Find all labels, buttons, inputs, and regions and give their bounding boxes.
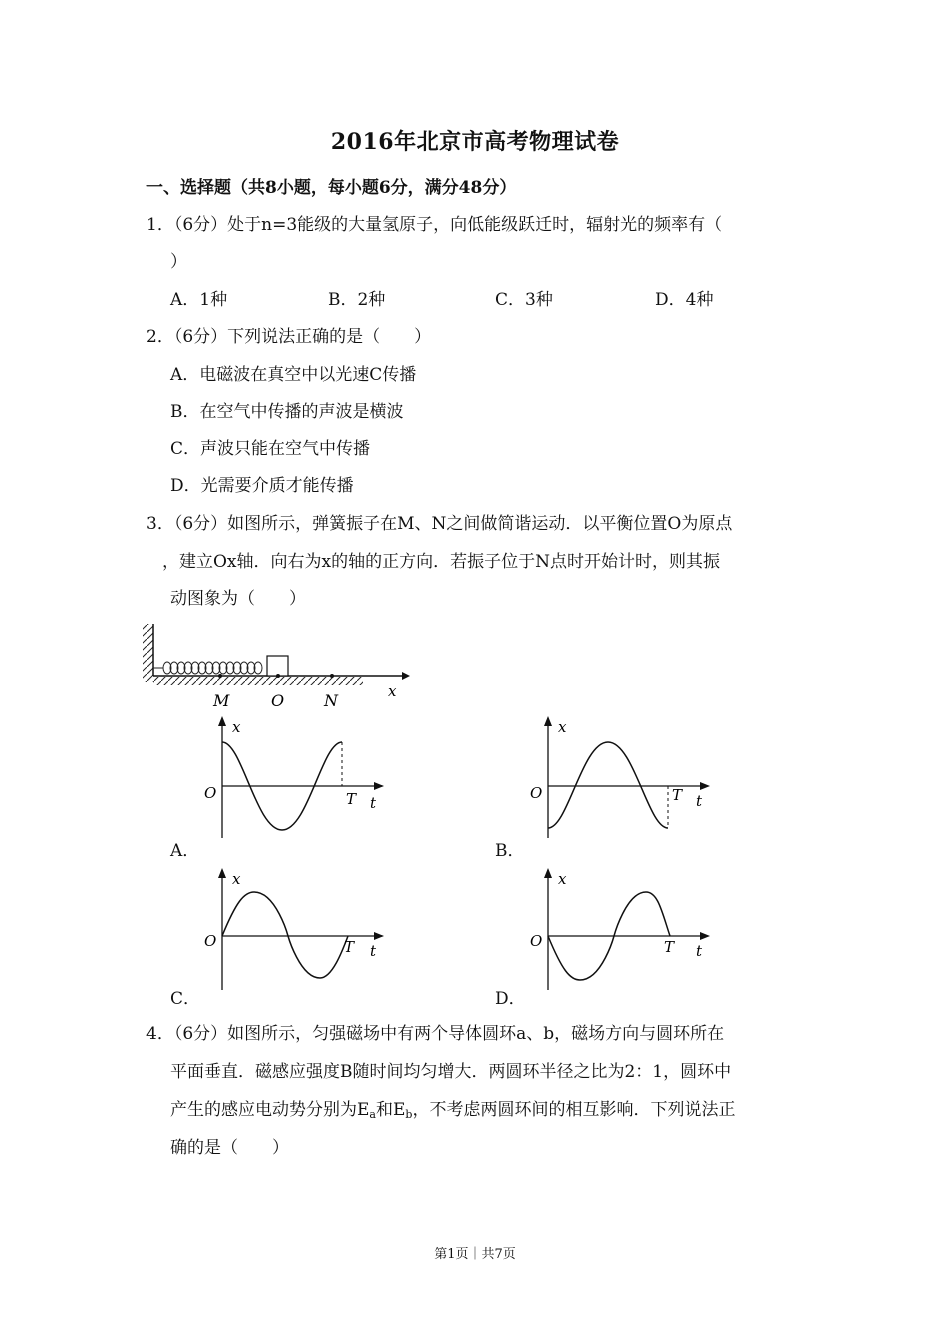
q4-stem-line3 — [170, 1095, 735, 1120]
q1-stem-line1: 1．（6分）处于n=3能级的大量氢原子，向低能级跃迁时，辐射光的频率有（ — [146, 215, 723, 235]
q2-option-d: D．光需要介质才能传播 — [170, 476, 354, 496]
graph-d — [522, 866, 722, 992]
q3-option-c-label: C． — [170, 989, 201, 1009]
graph-c-curve — [222, 892, 348, 978]
section-heading: 一、选择题（共8小题，每小题6分，满分48分） — [146, 178, 517, 198]
graph-a-x-arrow — [218, 716, 226, 726]
q4-stem-line4: 确的是（ ） — [170, 1138, 289, 1158]
q4-line3-pre: 产生的感应电动势分别为E — [170, 1100, 370, 1120]
graph-b-origin: O — [530, 784, 543, 802]
graph-b — [522, 714, 722, 840]
graph-d-x-arrow — [544, 868, 552, 878]
spring — [153, 662, 262, 674]
graph-b-t-label: t — [696, 792, 703, 810]
q3-option-a-label: A． — [170, 841, 200, 861]
q1-option-c: C．3种 — [495, 290, 553, 310]
point-n — [330, 674, 334, 678]
graph-c-t-arrow — [374, 932, 384, 940]
q3-stem-line2: ，建立Ox轴．向右为x的轴的正方向．若振子位于N点时开始计时，则其振 — [162, 552, 720, 572]
page-footer: 第1页｜共7页 — [434, 1247, 516, 1262]
label-o: O — [271, 691, 285, 710]
q1-stem-line2: ） — [170, 252, 187, 272]
q4-sub-a: a — [369, 1108, 376, 1121]
floor-hatching — [153, 677, 363, 685]
label-x: x — [388, 682, 397, 700]
graph-b-x-label: x — [558, 718, 567, 736]
graph-b-curve — [548, 742, 668, 828]
graph-c-period-label: T — [344, 938, 355, 956]
label-m: M — [213, 691, 230, 710]
graph-c-origin: O — [204, 932, 217, 950]
spring-oscillator-figure — [140, 618, 420, 710]
graph-b-period-label: T — [672, 786, 683, 804]
q4-line3-mid: 和E — [375, 1100, 406, 1120]
q2-option-a: A．电磁波在真空中以光速C传播 — [170, 365, 417, 385]
q4-sub-b: b — [405, 1108, 413, 1121]
graph-a-t-label: t — [370, 794, 377, 812]
graph-a — [196, 714, 396, 840]
q1-option-b: B．2种 — [328, 290, 386, 310]
q2-stem: 2．（6分）下列说法正确的是（ ） — [146, 327, 432, 347]
graph-d-period-label: T — [664, 938, 675, 956]
page-title: 2016年北京市高考物理试卷 — [330, 129, 620, 155]
q4-stem-line2: 平面垂直．磁感应强度B随时间均匀增大．两圆环半径之比为2：1，圆环中 — [170, 1062, 732, 1082]
q3-stem-line1: 3．（6分）如图所示，弹簧振子在M、N之间做简谐运动．以平衡位置O为原点 — [146, 514, 733, 534]
graph-b-t-arrow — [700, 782, 710, 790]
point-m — [218, 674, 222, 678]
q2-option-b: B．在空气中传播的声波是横波 — [170, 402, 404, 422]
graph-c-x-arrow — [218, 868, 226, 878]
q3-option-d-label: D． — [495, 989, 526, 1009]
wall-hatching — [143, 624, 153, 682]
q4-stem-line1: 4．（6分）如图所示，匀强磁场中有两个导体圆环a、b，磁场方向与圆环所在 — [146, 1024, 725, 1044]
q1-option-a: A．1种 — [170, 290, 228, 310]
point-o — [276, 674, 280, 678]
graph-a-period-label: T — [346, 790, 357, 808]
q1-option-d: D．4种 — [655, 290, 714, 310]
q2-option-c: C．声波只能在空气中传播 — [170, 439, 371, 459]
graph-d-x-label: x — [558, 870, 567, 888]
graph-c — [196, 866, 396, 992]
q3-stem-line3: 动图象为（ ） — [170, 589, 306, 609]
graph-a-x-label: x — [232, 718, 241, 736]
oscillator-block — [267, 656, 288, 676]
q3-option-b-label: B． — [495, 841, 525, 861]
x-axis-arrow — [402, 672, 410, 680]
graph-a-t-arrow — [374, 782, 384, 790]
graph-a-origin: O — [204, 784, 217, 802]
graph-b-x-arrow — [544, 716, 552, 726]
graph-d-t-label: t — [696, 942, 703, 960]
graph-c-x-label: x — [232, 870, 241, 888]
graph-c-t-label: t — [370, 942, 377, 960]
label-n: N — [324, 691, 338, 710]
graph-d-origin: O — [530, 932, 543, 950]
q4-line3-post: ，不考虑两圆环间的相互影响．下列说法正 — [412, 1100, 736, 1120]
graph-d-t-arrow — [700, 932, 710, 940]
